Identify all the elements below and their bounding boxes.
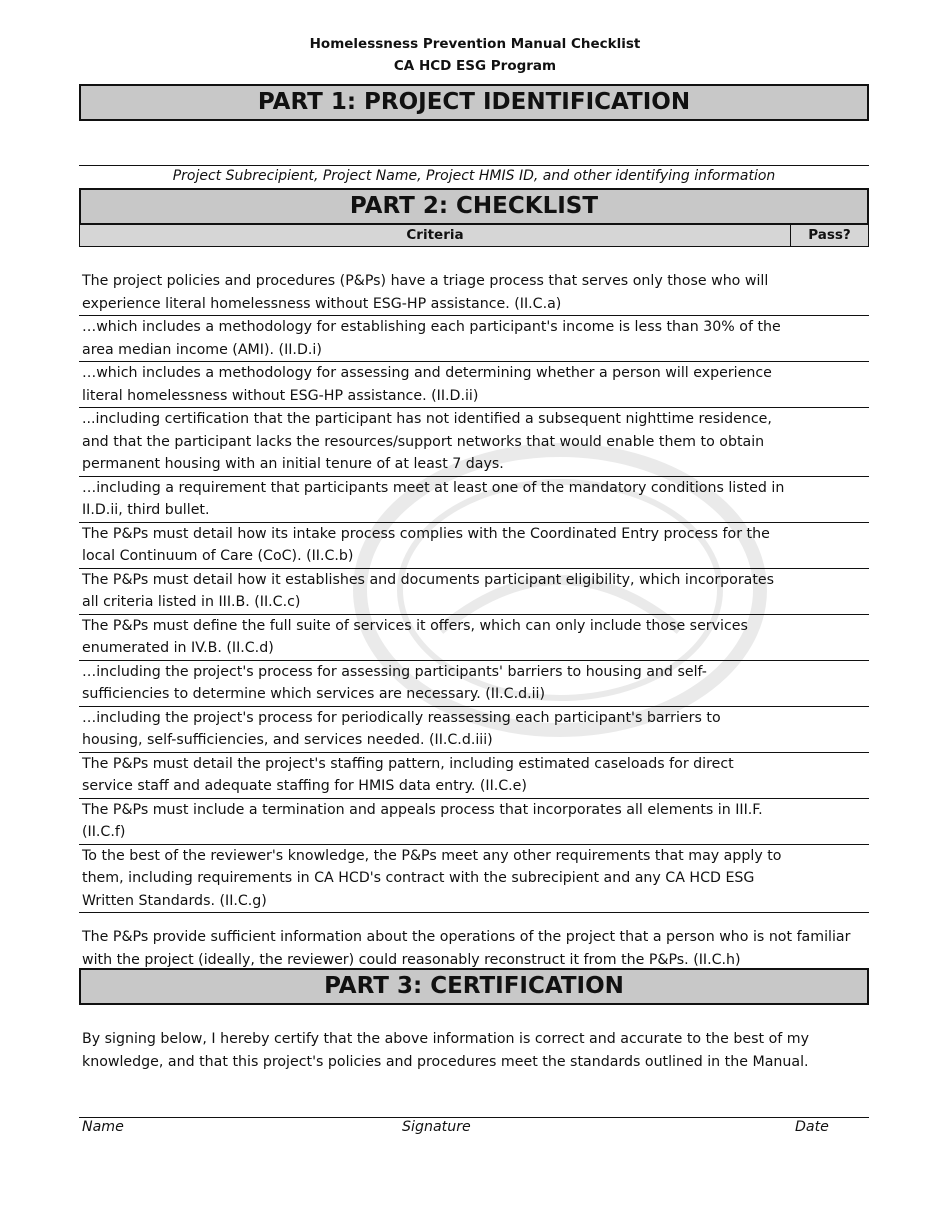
pass-column-label: Pass?	[808, 227, 851, 243]
checklist-item[interactable]: The P&Ps must include a termination and appeals process that incorporates all elements in III.F. (II.C.f)	[79, 799, 869, 845]
checklist-item[interactable]: The P&Ps must define the full suite of services it offers, which can only include those services enumerated in IV.B. (II.C.d)	[79, 615, 869, 661]
checklist-item[interactable]: The P&Ps must detail how it establishes and documents participant eligibility, which incorporates all criteria listed in III.B. (II.C.c)	[79, 569, 869, 615]
part3-heading: PART 3: CERTIFICATION	[79, 968, 869, 1005]
document-subtitle: CA HCD ESG Program	[393, 58, 557, 74]
checklist-item[interactable]: …which includes a methodology for assessing and determining whether a person will experience literal homelessness without ESG-HP assistance. (II.D.ii)	[79, 362, 869, 408]
checklist-item[interactable]: To the best of the reviewer's knowledge, the P&Ps meet any other requirements that may apply to them, including requirements in CA HCD's contract with the subrecipient and any CA HCD ESG Written Standards. (II.C.g)	[79, 845, 869, 914]
document-title: Homelessness Prevention Manual Checklist	[309, 36, 641, 52]
checklist-item[interactable]: The P&Ps must detail the project's staffing pattern, including estimated caseloads for direct service staff and adequate staffing for HMIS data entry. (II.C.e)	[79, 753, 869, 799]
operations-criterion[interactable]: The P&Ps provide sufficient information about the operations of the project that a person who is not familiar with the project (ideally, the reviewer) could reasonably reconstruct it from the P&Ps. (II.C.h)	[82, 929, 851, 968]
signature-line[interactable]	[79, 1117, 869, 1118]
checklist-item[interactable]: …including a requirement that participants meet at least one of the mandatory conditions listed in II.D.ii, third bullet.	[79, 477, 869, 523]
date-label: Date	[795, 1119, 829, 1135]
part1-heading: PART 1: PROJECT IDENTIFICATION	[79, 84, 869, 121]
name-label: Name	[82, 1119, 124, 1135]
part2-heading: PART 2: CHECKLIST	[79, 188, 869, 225]
certification-statement: By signing below, I hereby certify that the above information is correct and accurate to the best of my knowledge, and that this project's policies and procedures meet the standards outlined in the Manual.	[82, 1031, 810, 1070]
checklist-item[interactable]: …which includes a methodology for establishing each participant's income is less than 30% of the area median income (AMI). (II.D.i)	[79, 316, 869, 362]
project-id-field-line[interactable]	[79, 165, 869, 166]
checklist-item[interactable]: …including the project's process for periodically reassessing each participant's barriers to housing, self-sufficiencies, and services needed. (II.C.d.iii)	[79, 707, 869, 753]
checklist-column-header	[79, 225, 869, 247]
checklist-item[interactable]: ...including certification that the participant has not identified a subsequent nighttime residence, and that the participant lacks the resources/support networks that would enable them to obtain permanent housing with an initial tenure of at least 7 days.	[79, 408, 869, 477]
project-id-caption: Project Subrecipient, Project Name, Project HMIS ID, and other identifying information	[172, 168, 776, 184]
checklist-items	[79, 270, 869, 913]
signature-label: Signature	[402, 1119, 471, 1135]
checklist-item[interactable]: The project policies and procedures (P&Ps) have a triage process that serves only those who will experience literal homelessness without ESG-HP assistance. (II.C.a)	[79, 270, 869, 316]
checklist-item[interactable]: …including the project's process for assessing participants' barriers to housing and self-sufficiencies to determine which services are necessary. (II.C.d.ii)	[79, 661, 869, 707]
criteria-column-label: Criteria	[80, 225, 791, 246]
checklist-item[interactable]: The P&Ps must detail how its intake process complies with the Coordinated Entry process for the local Continuum of Care (CoC). (II.C.b)	[79, 523, 869, 569]
